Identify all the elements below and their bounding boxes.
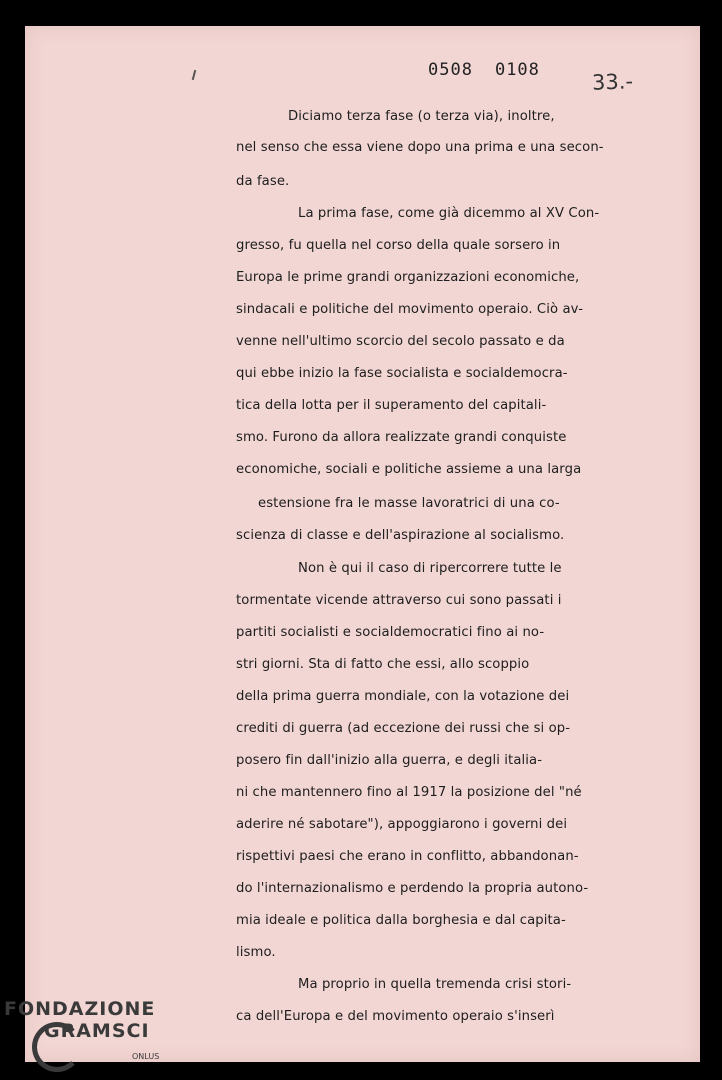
text-line: sindacali e politiche del movimento operaio. Ciò av-	[236, 302, 584, 317]
text-line: scienza di classe e dell'aspirazione al socialismo.	[236, 528, 565, 543]
text-line: do l'internazionalismo e perdendo la propria autono-	[236, 881, 589, 896]
text-line: nel senso che essa viene dopo una prima e una secon-	[236, 140, 604, 155]
text-line: lismo.	[236, 945, 276, 960]
watermark-line-1: FONDAZIONE	[4, 998, 156, 1020]
text-line: gresso, fu quella nel corso della quale sorsero in	[236, 238, 561, 253]
text-line: aderire né sabotare"), appoggiarono i governi dei	[236, 817, 568, 832]
document-page	[25, 26, 700, 1062]
text-line: Diciamo terza fase (o terza via), inoltre,	[288, 109, 555, 124]
text-line: qui ebbe inizio la fase socialista e socialdemocra-	[236, 366, 568, 381]
handwritten-page-number: 33.-	[591, 69, 634, 95]
text-line: Ma proprio in quella tremenda crisi stori-	[298, 977, 572, 992]
text-line: crediti di guerra (ad eccezione dei russi che si op-	[236, 721, 571, 736]
text-line: Europa le prime grandi organizzazioni economiche,	[236, 270, 580, 285]
fondazione-gramsci-watermark	[4, 998, 155, 1042]
text-line: smo. Furono da allora realizzate grandi conquiste	[236, 430, 567, 445]
text-line: rispettivi paesi che erano in conflitto, abbandonan-	[236, 849, 579, 864]
text-line: La prima fase, come già dicemmo al XV Con-	[298, 206, 600, 221]
text-line: partiti socialisti e socialdemocratici fino ai no-	[236, 625, 545, 640]
watermark-line-2: GRAMSCI	[44, 1020, 150, 1042]
archive-number	[428, 60, 540, 80]
text-line: Non è qui il caso di ripercorrere tutte le	[298, 561, 562, 576]
text-line: estensione fra le masse lavoratrici di una co-	[258, 496, 560, 511]
text-line: stri giorni. Sta di fatto che essi, allo scoppio	[236, 657, 530, 672]
text-line: mia ideale e politica dalla borghesia e dal capita-	[236, 913, 566, 928]
archive-code-2: 0108	[494, 60, 540, 80]
text-line: ca dell'Europa e del movimento operaio s'inserì	[236, 1009, 555, 1024]
archive-code-1: 0508	[428, 60, 473, 80]
text-line: da fase.	[236, 174, 290, 189]
text-line: della prima guerra mondiale, con la votazione dei	[236, 689, 570, 704]
text-line: economiche, sociali e politiche assieme a una larga	[236, 462, 582, 477]
watermark-logo-icon	[32, 1022, 82, 1072]
text-line: venne nell'ultimo scorcio del secolo passato e da	[236, 334, 565, 349]
text-line: tormentate vicende attraverso cui sono passati i	[236, 593, 562, 608]
text-line: posero fin dall'inizio alla guerra, e degli italia-	[236, 753, 543, 768]
text-line: tica della lotta per il superamento del capitali-	[236, 398, 547, 413]
watermark-sub: ONLUS	[132, 1052, 160, 1061]
text-line: ni che mantennero fino al 1917 la posizione del "né	[236, 785, 582, 800]
